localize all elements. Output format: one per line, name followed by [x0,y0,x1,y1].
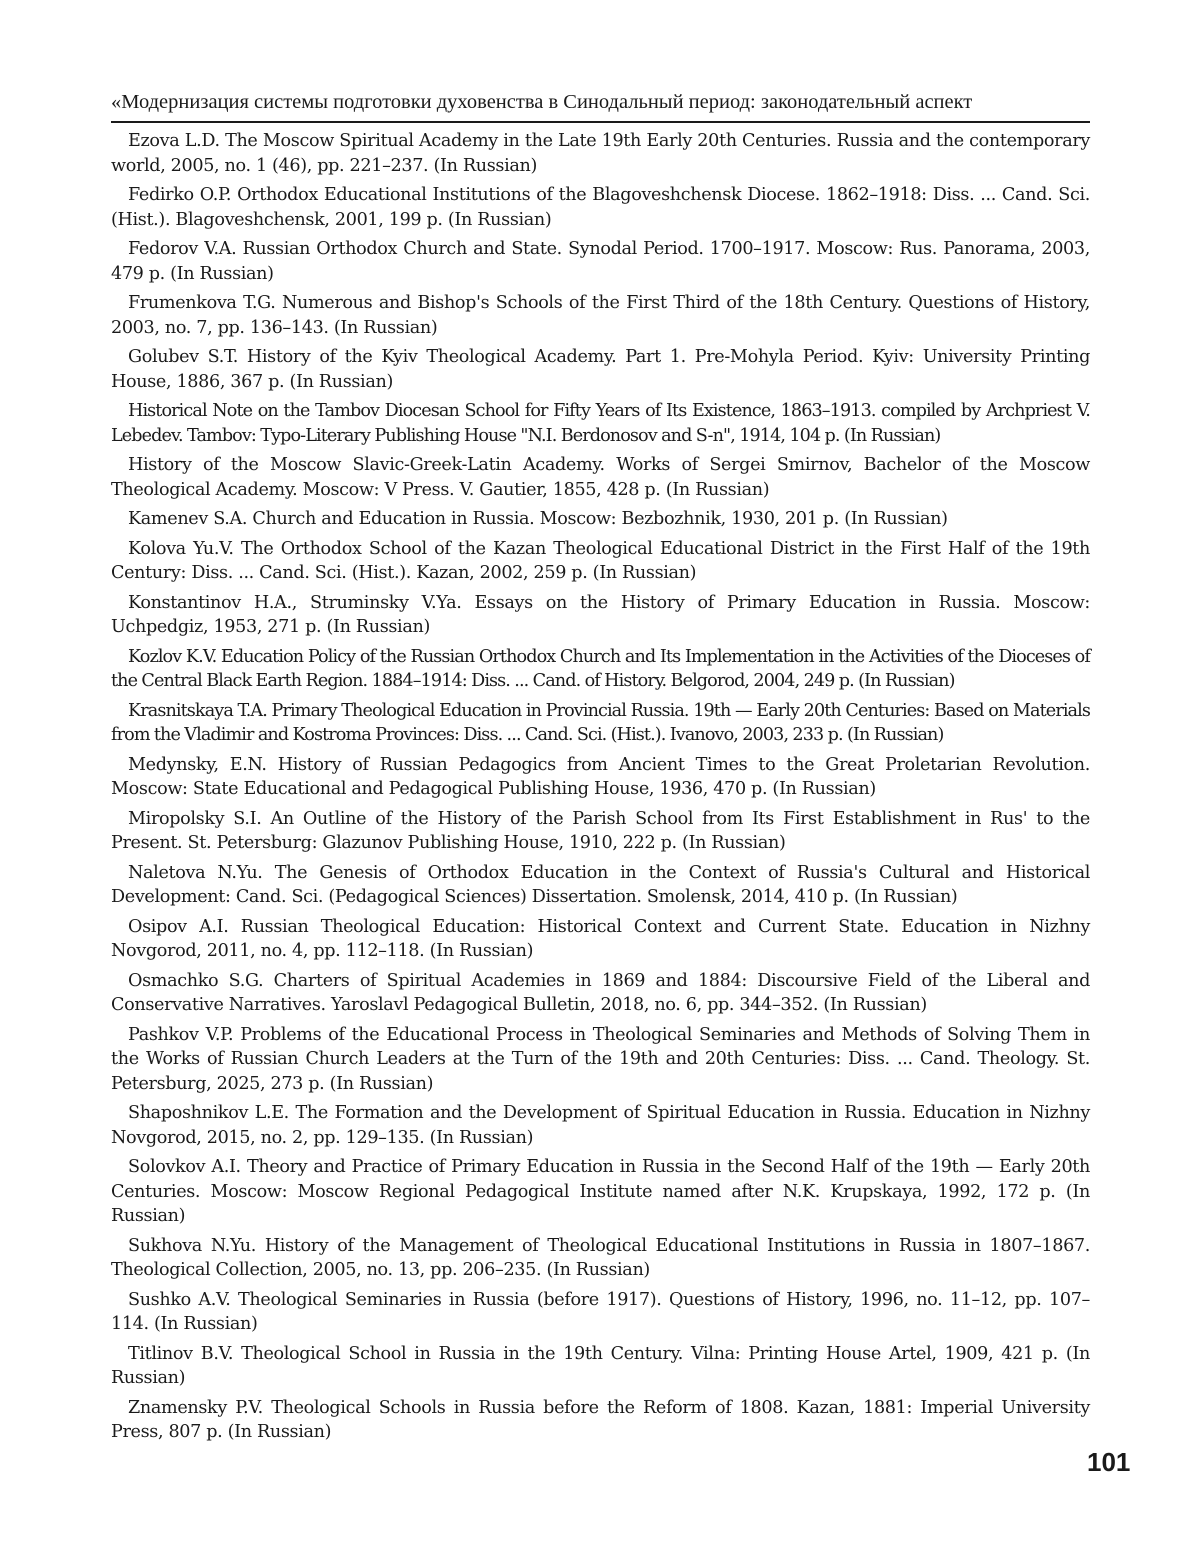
reference-item: Osmachko S.G. Charters of Spiritual Academies in 1869 and 1884: Discoursive Field of the Liberal and Conservative Narratives. Yaroslavl Pedagogical Bulletin, 2018, no. 6, pp. 344–352. (In Russian) [111,969,1090,1018]
reference-item: Sukhova N.Yu. History of the Management of Theological Educational Institutions in Russia in 1807–1867. Theological Collection, 2005, no. 13, pp. 206–235. (In Russian) [111,1234,1090,1283]
reference-item: Titlinov B.V. Theological School in Russia in the 19th Century. Vilna: Printing House Artel, 1909, 421 p. (In Russian) [111,1342,1090,1391]
reference-item: Kamenev S.A. Church and Education in Russia. Moscow: Bezbozhnik, 1930, 201 p. (In Russian) [111,507,1090,532]
reference-item: Golubev S.T. History of the Kyiv Theological Academy. Part 1. Pre-Mohyla Period. Kyiv: University Printing House, 1886, 367 p. (In Russian) [111,345,1090,394]
running-title: «Модернизация системы подготовки духовенства в Синодальный период: законодательный аспект [111,89,1090,115]
reference-item: Naletova N.Yu. The Genesis of Orthodox Education in the Context of Russia's Cultural and Historical Development: Cand. Sci. (Pedagogical Sciences) Dissertation. Smolensk, 2014, 410 p. (In Russian) [111,861,1090,910]
reference-item: Krasnitskaya T.A. Primary Theological Education in Provincial Russia. 19th — Early 20th Centuries: Based on Materials from the Vladimir and Kostroma Provinces: Diss. ... Cand. Sci. (Hist.). Ivanovo, 2003, 233 p. (In Russian) [111,699,1090,748]
reference-item: Frumenkova T.G. Numerous and Bishop's Schools of the First Third of the 18th Century. Questions of History, 2003, no. 7, pp. 136–143. (In Russian) [111,291,1090,340]
reference-item: Ezova L.D. The Moscow Spiritual Academy in the Late 19th Early 20th Centuries. Russia and the contemporary world, 2005, no. 1 (46), pp. 221–237. (In Russian) [111,129,1090,178]
reference-item: Medynsky, E.N. History of Russian Pedagogics from Ancient Times to the Great Proletarian Revolution. Moscow: State Educational and Pedagogical Publishing House, 1936, 470 p. (In Russian) [111,753,1090,802]
reference-item: Osipov A.I. Russian Theological Education: Historical Context and Current State. Education in Nizhny Novgorod, 2011, no. 4, pp. 112–118. (In Russian) [111,915,1090,964]
reference-item: Znamensky P.V. Theological Schools in Russia before the Reform of 1808. Kazan, 1881: Imperial University Press, 807 p. (In Russian) [111,1396,1090,1445]
reference-list [111,129,1090,1450]
reference-item: Historical Note on the Tambov Diocesan School for Fifty Years of Its Existence, 1863–1913. compiled by Archpriest V. Lebedev. Tambov: Typo-Literary Publishing House "N.I. Berdonosov and S-n", 1914, 104 p. (In Russian) [111,399,1090,448]
reference-item: Shaposhnikov L.E. The Formation and the Development of Spiritual Education in Russia. Education in Nizhny Novgorod, 2015, no. 2, pp. 129–135. (In Russian) [111,1101,1090,1150]
reference-item: Pashkov V.P. Problems of the Educational Process in Theological Seminaries and Methods of Solving Them in the Works of Russian Church Leaders at the Turn of the 19th and 20th Centuries: Diss. ... Cand. Theology. St. Petersburg, 2025, 273 p. (In Russian) [111,1023,1090,1097]
reference-item: Kolova Yu.V. The Orthodox School of the Kazan Theological Educational District in the First Half of the 19th Century: Diss. ... Cand. Sci. (Hist.). Kazan, 2002, 259 p. (In Russian) [111,537,1090,586]
reference-item: Sushko A.V. Theological Seminaries in Russia (before 1917). Questions of History, 1996, no. 11–12, pp. 107–114. (In Russian) [111,1288,1090,1337]
reference-item: Kozlov K.V. Education Policy of the Russian Orthodox Church and Its Implementation in the Activities of the Dioceses of the Central Black Earth Region. 1884–1914: Diss. ... Cand. of History. Belgorod, 2004, 249 p. (In Russian) [111,645,1090,694]
reference-item: Miropolsky S.I. An Outline of the History of the Parish School from Its First Establishment in Rus' to the Present. St. Petersburg: Glazunov Publishing House, 1910, 222 p. (In Russian) [111,807,1090,856]
reference-item: Fedorov V.A. Russian Orthodox Church and State. Synodal Period. 1700–1917. Moscow: Rus. Panorama, 2003, 479 p. (In Russian) [111,237,1090,286]
page-number: 101 [1087,1446,1130,1478]
reference-item: Konstantinov H.A., Struminsky V.Ya. Essays on the History of Primary Education in Russia. Moscow: Uchpedgiz, 1953, 271 p. (In Russian) [111,591,1090,640]
header-divider [111,121,1090,123]
reference-item: History of the Moscow Slavic-Greek-Latin Academy. Works of Sergei Smirnov, Bachelor of the Moscow Theological Academy. Moscow: V Press. V. Gautier, 1855, 428 p. (In Russian) [111,453,1090,502]
reference-item: Fedirko O.P. Orthodox Educational Institutions of the Blagoveshchensk Diocese. 1862–1918: Diss. ... Cand. Sci. (Hist.). Blagoveshchensk, 2001, 199 p. (In Russian) [111,183,1090,232]
reference-item: Solovkov A.I. Theory and Practice of Primary Education in Russia in the Second Half of the 19th — Early 20th Centuries. Moscow: Moscow Regional Pedagogical Institute named after N.K. Krupskaya, 1992, 172 p. (In Russian) [111,1155,1090,1229]
